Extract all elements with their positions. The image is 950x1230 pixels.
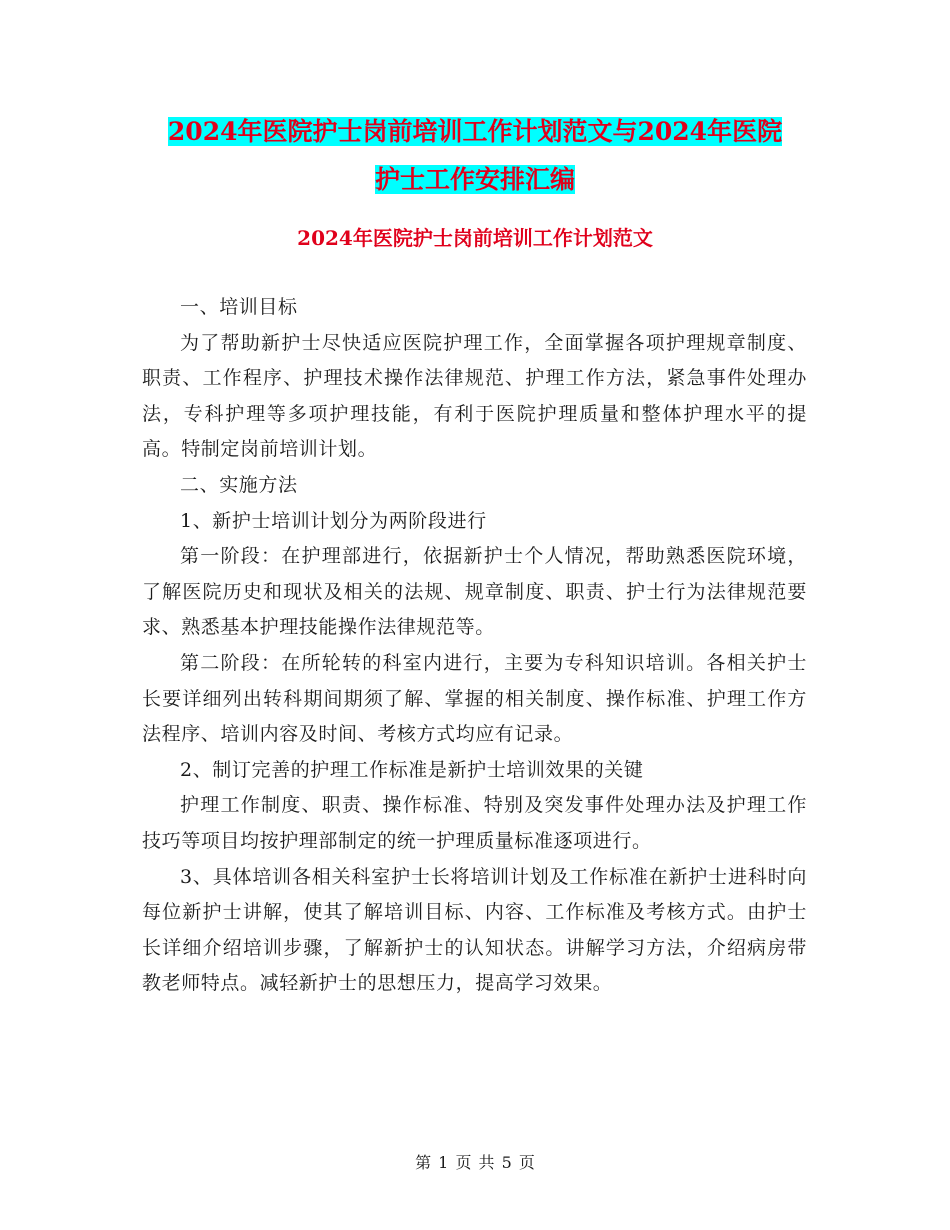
paragraph-standards: 护理工作制度、职责、操作标准、特别及突发事件处理办法及护理工作技巧等项目均按护理部制定的统一护理质量标准逐项进行。 <box>142 794 807 852</box>
document-title-line-1: 2024年医院护士岗前培训工作计划范文与2024年医院 <box>167 117 783 146</box>
item-2-heading: 2、制订完善的护理工作标准是新护士培训效果的关键 <box>180 758 644 781</box>
section-title: 2024年医院护士岗前培训工作计划范文 <box>297 226 653 250</box>
document-title <box>140 108 810 204</box>
document-title-line-2: 护士工作安排汇编 <box>374 165 575 194</box>
paragraph-training-goal: 为了帮助新护士尽快适应医院护理工作，全面掌握各项护理规章制度、职责、工作程序、护理技术操作法律规范、护理工作方法，紧急事件处理办法，专科护理等多项护理技能，有利于医院护理质量和整体护理水平的提高。特制定岗前培训计划。 <box>142 331 807 461</box>
paragraph-item-3: 3、具体培训各相关科室护士长将培训计划及工作标准在新护士进科时向每位新护士讲解，使其了解培训目标、内容、工作标准及考核方式。由护士长详细介绍培训步骤，了解新护士的认知状态。讲解学习方法，介绍病房带教老师特点。减轻新护士的思想压力，提高学习效果。 <box>142 865 807 995</box>
heading-implementation: 二、实施方法 <box>180 473 298 496</box>
heading-training-goal: 一、培训目标 <box>180 296 298 318</box>
page-footer: 第 1 页 共 5 页 <box>415 1153 535 1172</box>
item-1-heading: 1、新护士培训计划分为两阶段进行 <box>180 509 487 532</box>
paragraph-stage-1: 第一阶段：在护理部进行，依据新护士个人情况，帮助熟悉医院环境，了解医院历史和现状及相关的法规、规章制度、职责、护士行为法律规范要求、熟悉基本护理技能操作法律规范等。 <box>142 545 807 639</box>
paragraph-stage-2: 第二阶段：在所轮转的科室内进行，主要为专科知识培训。各相关护士长要详细列出转科期间期须了解、掌握的相关制度、操作标准、护理工作方法程序、培训内容及时间、考核方式均应有记录。 <box>142 651 807 746</box>
document-body <box>142 290 807 1002</box>
